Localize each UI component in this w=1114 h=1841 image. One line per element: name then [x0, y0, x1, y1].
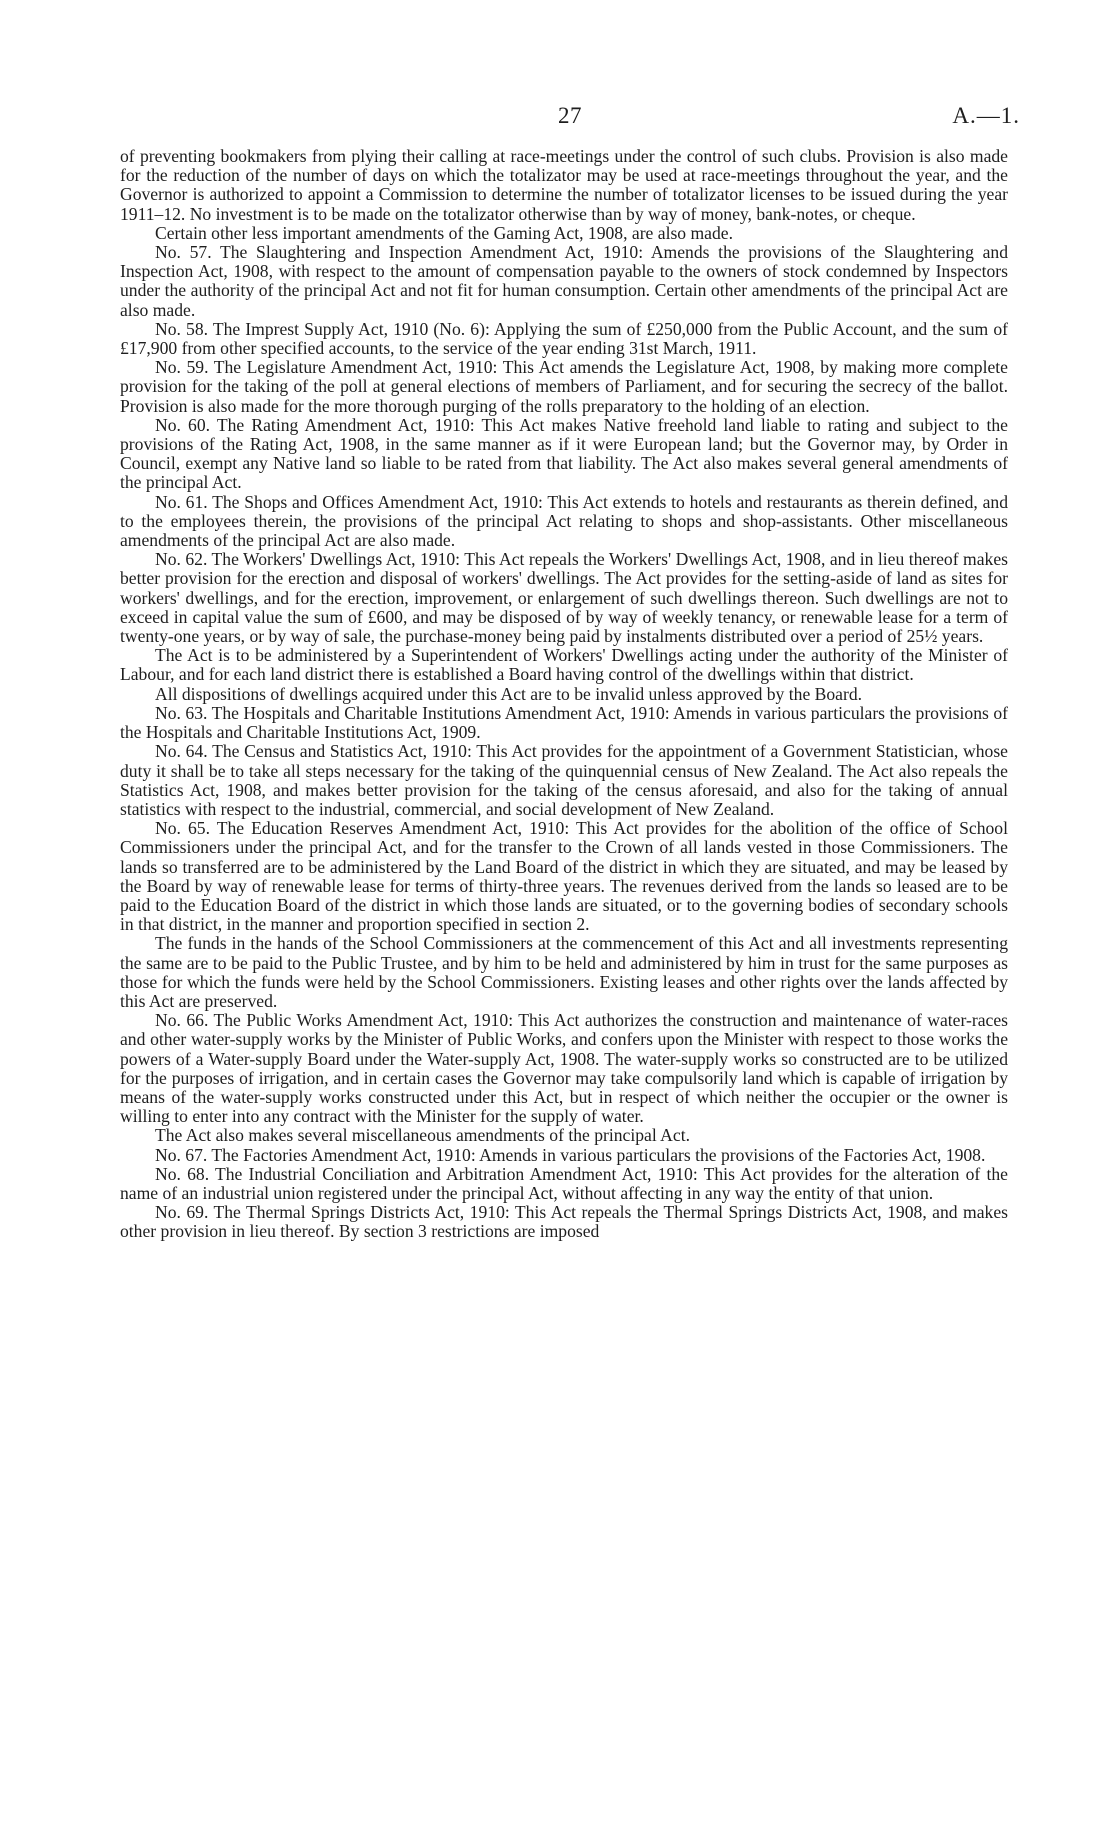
paragraph-no-62-administration: The Act is to be administered by a Superintendent of Workers' Dwellings acting under the authority of the Minister of Labour, and for each land district there is established a Board having control of the dwellings within that district. [120, 645, 1008, 685]
paragraph-no-60: No. 60. The Rating Amendment Act, 1910: This Act makes Native freehold land liable to rating and subject to the provisions of the Rating Act, 1908, in the same manner as if it were European land; but the Governor may, by Order in Council, exempt any Native land so liable to be rated from that liability. The Act also makes several general amendments of the principal Act. [120, 414, 1008, 493]
paragraph-no-57: No. 57. The Slaughtering and Inspection Amendment Act, 1910: Amends the provisions of the Slaughtering and Inspection Act, 1908, with respect to the amount of compensation payable to the owners of stock condemned by Inspectors under the authority of the principal Act and not fit for human consumption. Certain other amendments of the principal Act are also made. [120, 242, 1008, 320]
paragraph-no-62: No. 62. The Workers' Dwellings Act, 1910: This Act repeals the Workers' Dwellings Act, 1908, and in lieu thereof makes better provision for the erection and disposal of workers' dwellings. The Act provides for the setting-aside of land as sites for workers' dwellings, and for the erection, improvement, or enlargement of such dwellings thereon. Such dwellings are not to exceed in capital value the sum of £600, and may be disposed of by way of weekly tenancy, or renewable lease for a term of twenty-one years, or by way of sale, the purchase-money being paid by instalments distributed over a period of 25½ years. [120, 549, 1008, 647]
paragraph-no-69: No. 69. The Thermal Springs Districts Act, 1910: This Act repeals the Thermal Springs Districts Act, 1908, and makes other provision in lieu thereof. By section 3 restrictions are imposed [120, 1202, 1008, 1242]
paragraph-gaming-act-continued: of preventing bookmakers from plying their calling at race-meetings under the control of such clubs. Provision is also made for the reduction of the number of days on which the totalizator may be used at race-meetings throughout the year, and the Governor is authorized to appoint a Commission to determine the number of totalizator licenses to be issued during the year 1911–12. No investment is to be made on the totalizator otherwise than by way of money, bank-notes, or cheque. [120, 146, 1008, 224]
page-number: 27 [558, 103, 582, 128]
paragraph-no-61: No. 61. The Shops and Offices Amendment Act, 1910: This Act extends to hotels and restaurants as therein defined, and to the employees therein, the provisions of the principal Act relating to shops and shop-assistants. Other miscellaneous amendments of the principal Act are also made. [120, 491, 1008, 551]
page-header [120, 103, 1020, 139]
paragraph-no-65-funds: The funds in the hands of the School Commissioners at the commencement of this Act and all investments representing the same are to be paid to the Public Trustee, and by him to be held and administered by him in trust for the same purposes as those for which the funds were held by the School Commissioners. Existing leases and other rights over the lands affected by this Act are preserved. [120, 933, 1008, 1011]
paragraph-no-68: No. 68. The Industrial Conciliation and Arbitration Amendment Act, 1910: This Act provides for the alteration of the name of an industrial union registered under the principal Act, without affecting in any way the entity of that union. [120, 1163, 1008, 1203]
paragraph-no-59: No. 59. The Legislature Amendment Act, 1910: This Act amends the Legislature Act, 1908, by making more complete provision for the taking of the poll at general elections of members of Parliament, and for securing the secrecy of the ballot. Provision is also made for the more thorough purging of the rolls preparatory to the holding of an election. [120, 357, 1008, 416]
paragraph-no-67: No. 67. The Factories Amendment Act, 1910: Amends in various particulars the provisions of the Factories Act, 1908. [155, 1144, 986, 1165]
body-text [120, 147, 1008, 1242]
paragraph-no-66-amendments: The Act also makes several miscellaneous amendments of the principal Act. [155, 1125, 690, 1146]
paragraph-no-62-dispositions: All dispositions of dwellings acquired under this Act are to be invalid unless approved by the Board. [155, 683, 863, 704]
paragraph-no-64: No. 64. The Census and Statistics Act, 1910: This Act provides for the appointment of a Government Statistician, whose duty it shall be to take all steps necessary for the taking of the quinquennial census of New Zealand. The Act also repeals the Statistics Act, 1908, and makes better provision for the taking of the census aforesaid, and also for the taking of annual statistics with respect to the industrial, commercial, and social development of New Zealand. [120, 741, 1008, 819]
paragraph-gaming-act-other-amendments: Certain other less important amendments of the Gaming Act, 1908, are also made. [155, 222, 733, 243]
paragraph-no-65: No. 65. The Education Reserves Amendment Act, 1910: This Act provides for the abolition of the office of School Commissioners under the principal Act, and for the transfer to the Crown of all lands vested in those Commissioners. The lands so transferred are to be administered by the Land Board of the district in which they are situated, and may be leased by the Board by way of renewable lease for terms of thirty-three years. The revenues derived from the lands so leased are to be paid to the Education Board of the district in which those lands are situated, or to the governing bodies of secondary schools in that district, in the manner and proportion specified in section 2. [120, 818, 1008, 935]
paragraph-no-63: No. 63. The Hospitals and Charitable Institutions Amendment Act, 1910: Amends in various particulars the provisions of the Hospitals and Charitable Institutions Act, 1909. [120, 702, 1008, 743]
paragraph-no-58: No. 58. The Imprest Supply Act, 1910 (No. 6): Applying the sum of £250,000 from the Public Account, and the sum of £17,900 from other specified accounts, to the service of the year ending 31st March, 1911. [120, 318, 1008, 359]
paragraph-no-66: No. 66. The Public Works Amendment Act, 1910: This Act authorizes the construction and maintenance of water-races and other water-supply works by the Minister of Public Works, and confers upon the Minister with respect to those works the powers of a Water-supply Board under the Water-supply Act, 1908. The water-supply works so constructed are to be utilized for the purposes of irrigation, and in certain cases the Governor may take compulsorily land which is capable of irrigation by means of the water-supply works constructed under this Act, but in respect of which neither the occupier or the owner is willing to enter into any contract with the Minister for the supply of water. [120, 1010, 1008, 1127]
paper-reference: A.—1. [952, 103, 1020, 128]
